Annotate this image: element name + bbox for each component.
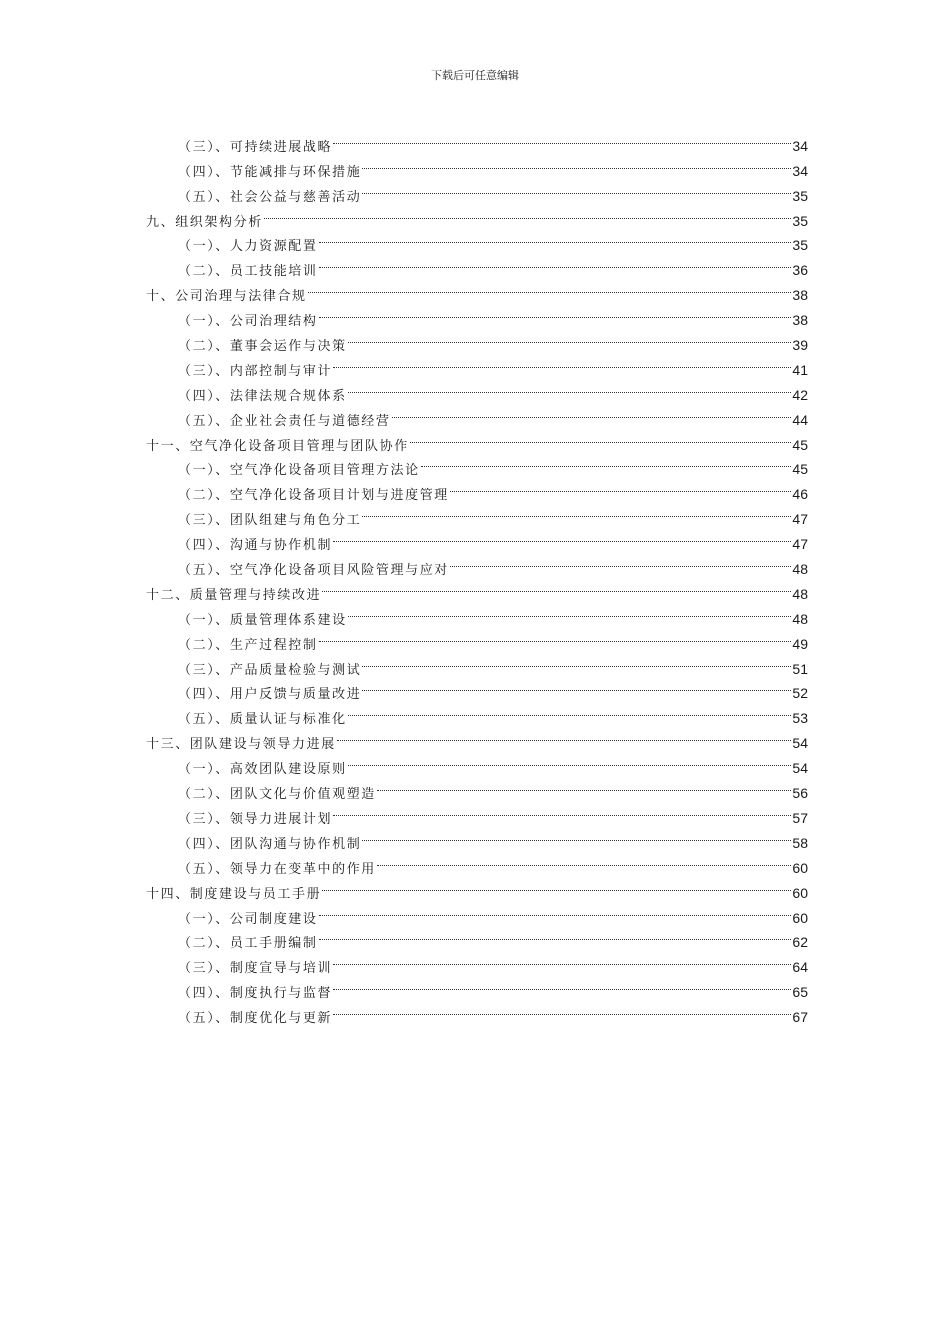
toc-entry-page-number: 36 xyxy=(792,262,808,279)
toc-entry-label: （二）、团队文化与价值观塑造 xyxy=(178,787,376,803)
toc-entry-label: （二）、空气净化设备项目计划与进度管理 xyxy=(178,488,449,504)
toc-entry-page-number: 48 xyxy=(792,585,808,602)
toc-entry-label: （三）、可持续进展战略 xyxy=(178,139,333,155)
toc-dot-leader xyxy=(348,599,792,624)
toc-dot-leader xyxy=(322,574,791,599)
toc-entry-label: （五）、制度优化与更新 xyxy=(178,1011,333,1027)
toc-entry-label: 十二、质量管理与持续改进 xyxy=(146,587,322,603)
toc-entry-label: 九、组织架构分析 xyxy=(146,214,263,230)
toc-dot-leader xyxy=(333,997,791,1022)
toc-dot-leader xyxy=(392,400,792,425)
toc-dot-leader xyxy=(348,748,792,773)
toc-entry-label: （一）、质量管理体系建设 xyxy=(178,612,347,628)
page-header: 下载后可任意编辑 xyxy=(431,69,519,82)
toc-entry-page-number: 46 xyxy=(792,486,808,503)
toc-entry-label: （二）、员工技能培训 xyxy=(178,264,318,280)
toc-entry-page-number: 35 xyxy=(792,237,808,254)
toc-entry-label: 十、公司治理与法律合规 xyxy=(146,289,307,305)
toc-entry-page-number: 41 xyxy=(792,361,808,378)
toc-entry-label: 十三、团队建设与领导力进展 xyxy=(146,737,336,753)
toc-entry-page-number: 60 xyxy=(792,884,808,901)
toc-dot-leader xyxy=(319,300,792,325)
toc-dot-leader xyxy=(319,898,792,923)
toc-entry-page-number: 60 xyxy=(792,909,808,926)
toc-dot-leader xyxy=(264,201,792,226)
toc-dot-leader xyxy=(377,848,792,873)
toc-entry-label: （二）、董事会运作与决策 xyxy=(178,339,347,355)
toc-entry-page-number: 34 xyxy=(792,137,808,154)
toc-entry-page-number: 35 xyxy=(792,212,808,229)
toc-entry-label: （一）、公司治理结构 xyxy=(178,314,318,330)
toc-entry-page-number: 64 xyxy=(792,959,808,976)
toc-entry-label: （五）、领导力在变革中的作用 xyxy=(178,861,376,877)
toc-dot-leader xyxy=(319,624,792,649)
toc-entry-label: （一）、人力资源配置 xyxy=(178,239,318,255)
toc-dot-leader xyxy=(333,126,791,151)
toc-entry-page-number: 54 xyxy=(792,735,808,752)
toc-entry-page-number: 45 xyxy=(792,436,808,453)
toc-entry-label: （四）、节能减排与环保措施 xyxy=(178,164,362,180)
toc-entry-page-number: 53 xyxy=(792,710,808,727)
toc-dot-leader xyxy=(333,947,791,972)
toc-entry-page-number: 51 xyxy=(792,660,808,677)
toc-entry-label: （四）、制度执行与监督 xyxy=(178,986,333,1002)
toc-entry-label: （三）、制度宣导与培训 xyxy=(178,961,333,977)
toc-dot-leader xyxy=(333,350,791,375)
toc-entry-label: （一）、空气净化设备项目管理方法论 xyxy=(178,463,420,479)
toc-entry-label: （四）、沟通与协作机制 xyxy=(178,538,333,554)
toc-entry-page-number: 47 xyxy=(792,511,808,528)
toc-entry-page-number: 62 xyxy=(792,934,808,951)
toc-entry-page-number: 67 xyxy=(792,1009,808,1026)
table-of-contents xyxy=(146,126,808,1027)
toc-dot-leader xyxy=(319,226,792,251)
toc-entry-page-number: 48 xyxy=(792,610,808,627)
toc-dot-leader xyxy=(333,798,791,823)
toc-entry-label: （三）、内部控制与审计 xyxy=(178,363,333,379)
toc-entry-label: （三）、产品质量检验与测试 xyxy=(178,662,362,678)
toc-entry-page-number: 44 xyxy=(792,411,808,428)
toc-entry-page-number: 48 xyxy=(792,561,808,578)
toc-dot-leader xyxy=(362,674,791,699)
toc-dot-leader xyxy=(348,375,792,400)
toc-entry-label: （一）、高效团队建设原则 xyxy=(178,762,347,778)
toc-entry-label: （三）、团队组建与角色分工 xyxy=(178,513,362,529)
toc-entry-label: （五）、空气净化设备项目风险管理与应对 xyxy=(178,563,449,579)
toc-dot-leader xyxy=(362,823,791,848)
toc-entry-label: （五）、社会公益与慈善活动 xyxy=(178,189,362,205)
toc-dot-leader xyxy=(362,176,791,201)
toc-dot-leader xyxy=(308,275,792,300)
toc-entry-page-number: 58 xyxy=(792,834,808,851)
toc-entry-page-number: 39 xyxy=(792,337,808,354)
toc-entry-page-number: 56 xyxy=(792,785,808,802)
toc-dot-leader xyxy=(322,873,791,898)
toc-entry-label: （四）、法律法规合规体系 xyxy=(178,388,347,404)
toc-dot-leader xyxy=(337,723,792,748)
toc-entry-page-number: 35 xyxy=(792,187,808,204)
toc-dot-leader xyxy=(333,972,791,997)
toc-entry-label: 十四、制度建设与员工手册 xyxy=(146,886,322,902)
toc-entry-page-number: 34 xyxy=(792,162,808,179)
toc-entry-page-number: 57 xyxy=(792,809,808,826)
toc-entry-page-number: 38 xyxy=(792,287,808,304)
toc-dot-leader xyxy=(421,450,792,475)
toc-entry-page-number: 38 xyxy=(792,312,808,329)
toc-entry-label: （一）、公司制度建设 xyxy=(178,911,318,927)
toc-dot-leader xyxy=(319,923,792,948)
toc-entry-label: （五）、企业社会责任与道德经营 xyxy=(178,413,391,429)
toc-entry-label: （四）、团队沟通与协作机制 xyxy=(178,836,362,852)
toc-entry-label: 十一、空气净化设备项目管理与团队协作 xyxy=(146,438,409,454)
toc-dot-leader xyxy=(362,499,791,524)
toc-entry-page-number: 49 xyxy=(792,635,808,652)
toc-entry-label: （三）、领导力进展计划 xyxy=(178,811,333,827)
toc-entry-page-number: 65 xyxy=(792,984,808,1001)
toc-dot-leader xyxy=(410,425,792,450)
toc-entry-page-number: 42 xyxy=(792,386,808,403)
toc-dot-leader xyxy=(348,698,792,723)
toc-dot-leader xyxy=(348,325,792,350)
toc-entry-label: （二）、生产过程控制 xyxy=(178,637,318,653)
toc-dot-leader xyxy=(362,151,791,176)
toc-entry-page-number: 54 xyxy=(792,760,808,777)
toc-entry-label: （四）、用户反馈与质量改进 xyxy=(178,687,362,703)
toc-dot-leader xyxy=(333,524,791,549)
toc-section-entry[interactable] xyxy=(146,126,808,155)
toc-entry-label: （五）、质量认证与标准化 xyxy=(178,712,347,728)
toc-entry-page-number: 45 xyxy=(792,461,808,478)
toc-dot-leader xyxy=(377,773,792,798)
toc-entry-page-number: 60 xyxy=(792,859,808,876)
toc-entry-page-number: 52 xyxy=(792,685,808,702)
toc-dot-leader xyxy=(319,250,792,275)
toc-dot-leader xyxy=(362,649,791,674)
toc-dot-leader xyxy=(450,474,792,499)
toc-dot-leader xyxy=(450,549,792,574)
toc-entry-page-number: 47 xyxy=(792,536,808,553)
toc-entry-label: （二）、员工手册编制 xyxy=(178,936,318,952)
